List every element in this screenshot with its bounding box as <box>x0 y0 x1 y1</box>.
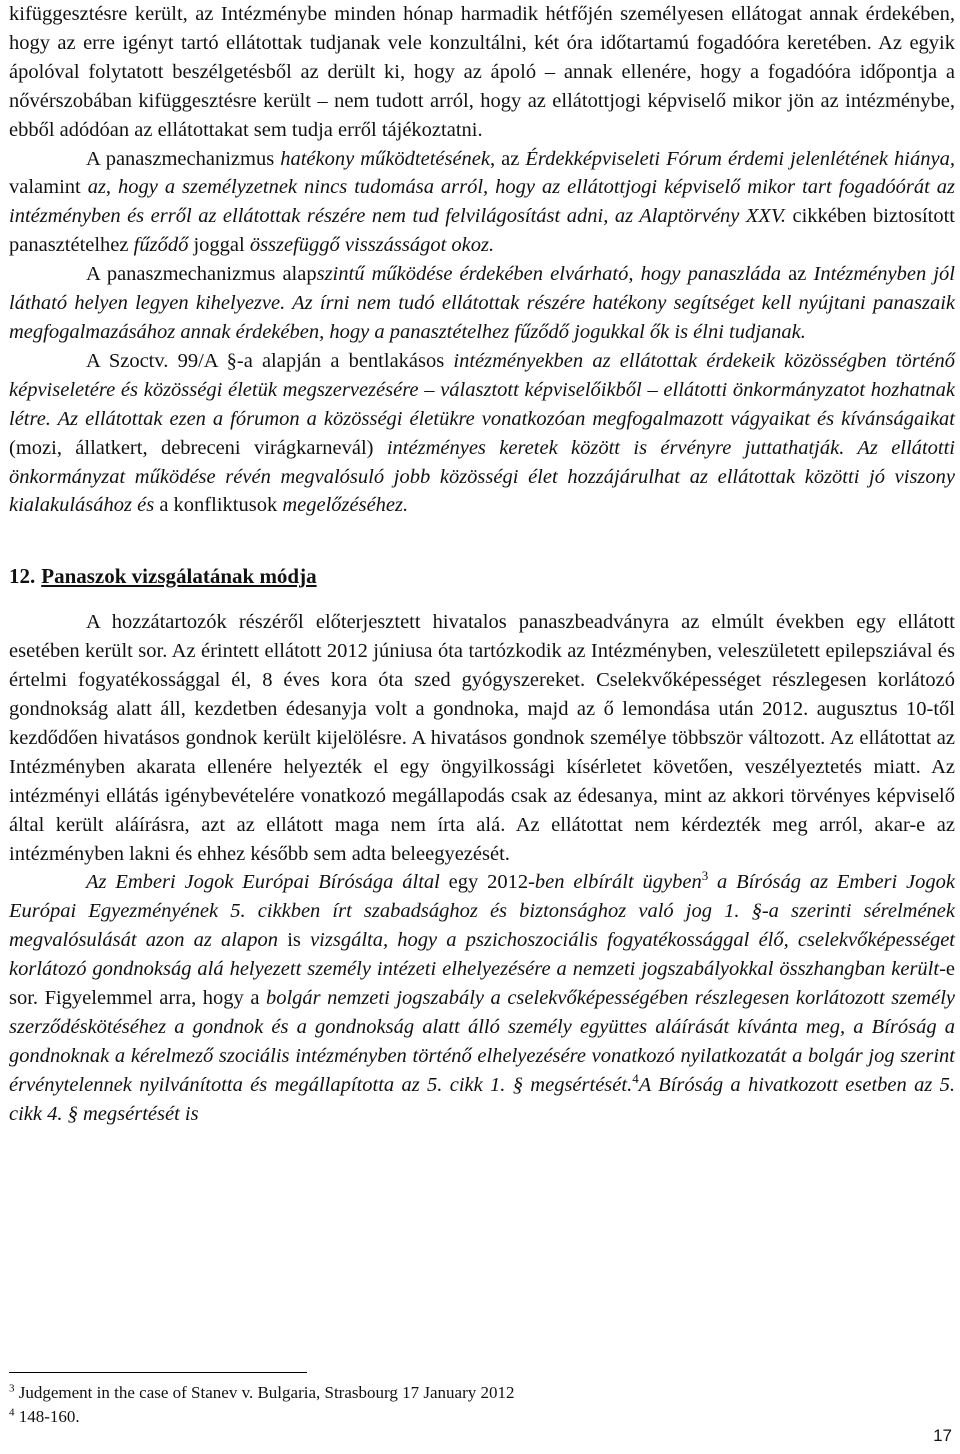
paragraph-echr-stanev-case: Az Emberi Jogok Európai Bírósága által egy 2012-ben elbírált ügyben$^3$ a Bíróság az Emberi Jogok Európai Egyezményének 5. cikkben írt szabadsághoz és biztonsághoz való jog 1. §-a szerinti sérelmének megvalósulását azon az alapon is vizsgálta, hogy a pszichoszociális fogyatékossággal élő, cselekvőképességet korlátozó gondnokság alá helyezett személy intézeti elhelyezésére a nemzeti jogszabályokkal összhangban került-e sor. Figyelemmel arra, hogy a bolgár nemzeti jogszabály a cselekvőképességében részlegesen korlátozott személy szerződéskötéséhez a gondnok és a gondnokság alatt álló személy együttes aláírását kívánta meg, a Bíróság a gondnoknak a kérelmező szociális intézményben történő elhelyezésére vonatkozó nyilatkozatát a bolgár jog szerint érvénytelennek nyilvánította és megállapította az 5. cikk 1. § megsértését.$^4$A Bíróság a hivatkozott esetben az 5. cikk 4. § megsértését is <box>9 868 955 1125</box>
footnotes <box>9 1381 514 1429</box>
footnote-divider <box>9 1372 307 1373</box>
paragraph-ombudsman-visits: kifüggesztésre került, az Intézménybe minden hónap harmadik hétfőjén személyesen ellátogat annak érdekében, hogy az erre igényt tartó ellátottak tudjanak vele konzultálni, két óra időtartamú fogadóóra keretében. Az egyik ápolóval folytatott beszélgetésből az derült ki, hogy az ápoló – annak ellenére, hogy a fogadóóra időpontja a nővérszobában kifüggesztésre került – nem tudott arról, hogy az ellátottjogi képviselő mikor jön az intézménybe, ebből adódóan az ellátottakat sem tudja erről tájékoztatni. <box>9 3 955 141</box>
section-title: Panaszok vizsgálatának módja <box>41 564 317 589</box>
paragraph-complaint-mechanism-effectiveness: A panaszmechanizmus hatékony működtetésének, az Érdekképviseleti Fórum érdemi jelenlétének hiánya, valamint az, hogy a személyzetnek nincs tudomása arról, hogy az ellátottjogi képviselő mikor tart fogadóórát az intézményben és erről az ellátottak részére nem tud felvilágosítást adni, az Alaptörvény XXV. cikkében biztosított panasztételhez fűződő joggal összefüggő visszásságot okoz. <box>9 147 955 257</box>
section-number: 12. <box>9 564 36 589</box>
footnote-ref-4: 4 <box>632 1070 639 1086</box>
footnote-4: $^4$ 148-160. <box>9 1406 80 1426</box>
page-number: 17 <box>933 1426 952 1445</box>
paragraph-formal-complaint-case: A hozzátartozók részéről előterjesztett hivatalos panaszbeadványra az elmúlt években egy ellátott esetében került sor. Az érintett ellátott 2012 júniusa óta tartózkodik az Intézményben, veleszületett epilepsziával és értelmi fogyatékossággal él, 8 éves kora óta szed gyógyszereket. Cselekvőképességet részlegesen korlátozó gondnokság alatt áll, kezdetben édesanyja volt a gondnoka, majd az ő lemondása után 2012. augusztus 10-től kezdődően hivatásos gondnok került kijelölésre. A hivatásos gondnok személye többször változott. Az ellátottat az Intézményben akarata ellenére helyezték el egy öngyilkossági kísérletet követően, veszélyeztetés miatt. Az intézményi ellátás igénybevételére vonatkozó megállapodás csak az édesanya, mint az akkori törvényes képviselő által került aláírásra, azt az ellátott maga nem írta alá. Az ellátottat nem kérdezték meg arról, akar-e az intézményben lakni és ehhez később sem adta beleegyezését. <box>9 611 955 865</box>
footnote-ref-3: 3 <box>701 868 709 884</box>
paragraph-complaint-box: A panaszmechanizmus alapszintű működése érdekében elvárható, hogy panaszláda az Intézményben jól látható helyen legyen kihelyezve. Az írni nem tudó ellátottak részére hatékony segítséget kell nyújtani panaszaik megfogalmazásához annak érdekében, hogy a panasztételhez fűződő jogukkal ők is élni tudjanak. <box>9 263 955 343</box>
section-heading <box>9 562 955 590</box>
document-page <box>9 0 955 1129</box>
paragraph-resident-self-government: A Szoctv. 99/A §-a alapján a bentlakásos intézményekben az ellátottak érdekeik közösségben történő képviseletére és közösségi életük megszervezésére – választott képviselőikből – ellátotti önkormányzatot hozhatnak létre. Az ellátottak ezen a fórumon a közösségi életükre vonatkozóan megfogalmazott vágyaikat és kívánságaikat (mozi, állatkert, debreceni virágkarnevál) intézményes keretek között is érvényre juttathatják. Az ellátotti önkormányzat működése révén megvalósuló jobb közösségi élet hozzájárulhat az ellátottak közötti jó viszony kialakulásához és a konfliktusok megelőzéséhez. <box>9 349 955 517</box>
footnote-3: $^3$ Judgement in the case of Stanev v. Bulgaria, Strasbourg 17 January 2012 <box>9 1382 515 1402</box>
